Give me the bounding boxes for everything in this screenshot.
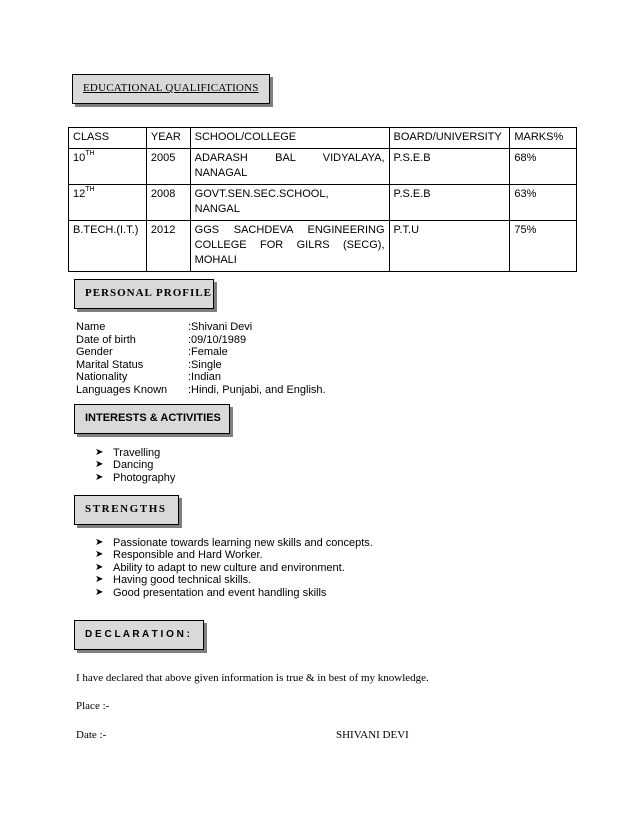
arrow-bullet-icon: ➤	[95, 549, 104, 561]
profile-value: :Shivani Devi	[188, 321, 253, 333]
arrow-bullet-icon: ➤	[95, 537, 104, 548]
profile-value: :Female	[188, 346, 228, 359]
profile-row-languages	[76, 384, 326, 397]
declaration-heading: D E C L A R A T I O N :	[85, 629, 190, 640]
cell-class: 12TH	[69, 185, 147, 221]
list-item: ➤ Passionate towards learning new skills and concepts.	[95, 537, 373, 549]
declaration-heading-box	[74, 620, 204, 650]
profile-value: :09/10/1989	[188, 333, 247, 346]
cell-board: P.S.E.B	[389, 185, 510, 221]
education-heading: EDUCATIONAL QUALIFICATIONS	[83, 82, 259, 94]
list-item: ➤ Having good technical skills.	[95, 574, 252, 587]
list-item: ➤ Photography	[95, 471, 176, 484]
cell-school: GOVT.SEN.SEC.SCHOOL, NANGAL	[190, 185, 389, 221]
signature-name: SHIVANI DEVI	[336, 729, 409, 741]
strengths-heading: STRENGTHS	[85, 503, 167, 515]
list-item: ➤ Responsible and Hard Worker.	[95, 549, 263, 562]
table-row	[69, 149, 577, 185]
profile-label: Name	[76, 321, 106, 333]
cell-school: ADARASH BAL VIDYALAYA, NANAGAL	[190, 149, 389, 185]
profile-label: Gender	[76, 346, 113, 359]
interests-list	[95, 447, 175, 484]
arrow-bullet-icon: ➤	[95, 471, 104, 483]
strengths-list	[95, 537, 373, 599]
cell-marks: 75%	[510, 221, 577, 272]
profile-row-gender	[76, 346, 326, 359]
profile-heading-box	[74, 279, 214, 309]
cell-marks: 68%	[510, 149, 577, 185]
cell-class: 10TH	[69, 149, 147, 185]
education-table	[68, 127, 577, 272]
profile-row-nationality	[76, 371, 326, 384]
col-header-board: BOARD/UNIVERSITY	[389, 128, 510, 149]
col-header-class: CLASS	[69, 128, 147, 149]
arrow-bullet-icon: ➤	[95, 586, 104, 598]
profile-value: :Indian	[188, 371, 222, 384]
list-item: ➤ Dancing	[95, 459, 154, 472]
profile-label: Marital Status	[76, 358, 144, 371]
arrow-bullet-icon: ➤	[95, 447, 104, 458]
cell-year: 2005	[146, 149, 190, 185]
col-header-year: YEAR	[146, 128, 190, 149]
cell-year: 2012	[146, 221, 190, 272]
declaration-statement: I have declared that above given information is true & in best of my knowledge.	[76, 672, 429, 684]
cell-school: GGS SACHDEVA ENGINEERING COLLEGE FOR GILRS (SECG), MOHALI	[190, 221, 389, 272]
education-heading-box	[72, 74, 270, 104]
profile-row-dob	[76, 334, 326, 347]
profile-label: Languages Known	[76, 383, 168, 396]
strengths-heading-box	[74, 495, 179, 525]
profile-label: Nationality	[76, 371, 128, 384]
profile-value: :Single	[188, 358, 222, 371]
profile-row-marital	[76, 359, 326, 372]
place-label: Place :-	[76, 700, 110, 712]
interests-heading: INTERESTS & ACTIVITIES	[85, 412, 221, 424]
list-item: ➤ Travelling	[95, 447, 161, 459]
table-row	[69, 221, 577, 272]
arrow-bullet-icon: ➤	[95, 561, 104, 573]
cell-class: B.TECH.(I.T.)	[69, 221, 147, 272]
table-row	[69, 185, 577, 221]
profile-heading: PERSONAL PROFILE	[85, 287, 212, 299]
interests-heading-box	[74, 404, 230, 434]
cell-board: P.S.E.B	[389, 149, 510, 185]
date-label: Date :-	[76, 729, 107, 741]
profile-row-name	[76, 321, 326, 334]
col-header-school: SCHOOL/COLLEGE	[190, 128, 389, 149]
list-item: ➤ Ability to adapt to new culture and environment.	[95, 561, 345, 574]
profile-value: :Hindi, Punjabi, and English.	[188, 383, 326, 396]
profile-label: Date of birth	[76, 333, 136, 346]
arrow-bullet-icon: ➤	[95, 574, 104, 586]
col-header-marks: MARKS%	[510, 128, 577, 149]
profile-fields	[76, 321, 326, 397]
cell-marks: 63%	[510, 185, 577, 221]
cell-year: 2008	[146, 185, 190, 221]
arrow-bullet-icon: ➤	[95, 459, 104, 471]
table-header-row	[69, 128, 577, 149]
cell-board: P.T.U	[389, 221, 510, 272]
list-item: ➤ Good presentation and event handling skills	[95, 586, 327, 599]
